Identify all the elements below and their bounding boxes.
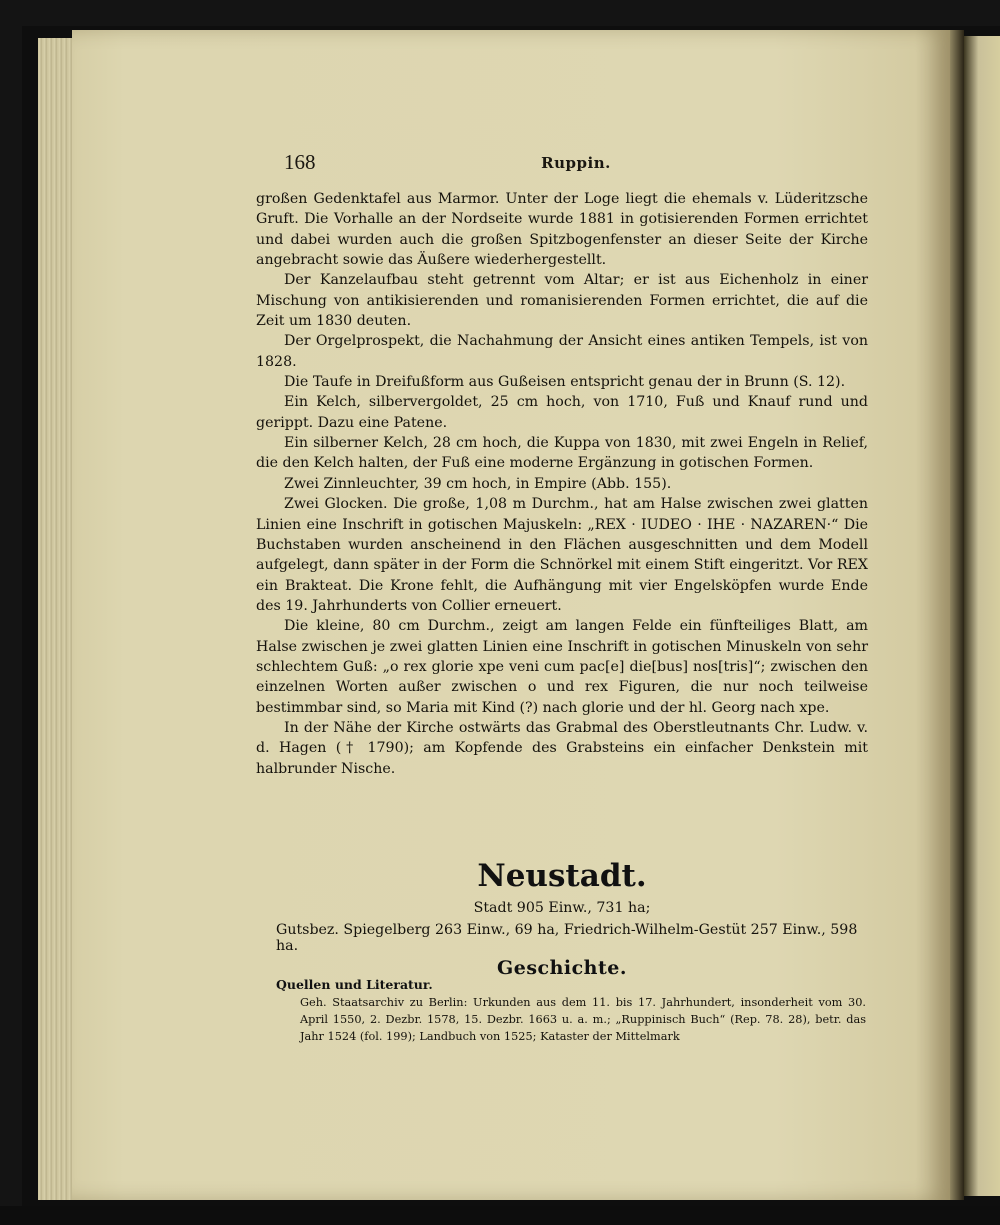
book-gutter	[950, 30, 964, 1200]
subsection-title: Geschichte.	[497, 957, 627, 979]
paragraph: Zwei Glocken. Die große, 1,08 m Durchm., hat am Halse zwischen zwei glatten Linien eine Inschrift in gotischen Majuskeln: „REX · IUDEO · IHE · NAZAREN·“ Die Buchstaben wurden anscheinend in den Flächen ausgeschnitten und dem Modell aufgelegt, dann später in der Form die Schnörkel mit einem Stift eingeritzt. Vor REX ein Brakteat. Die Krone fehlt, die Aufhängung mit vier Engelsköpfen wurde Ende des 19. Jahrhunderts von Collier erneuert.	[256, 496, 868, 614]
facing-page-edge	[964, 36, 1000, 1196]
paragraph: Der Orgelprospekt, die Nachahmung der Ansicht eines antiken Tempels, ist von 1828.	[256, 333, 868, 370]
paragraph: Zwei Zinnleuchter, 39 cm hoch, in Empire (Abb. 155).	[284, 475, 672, 492]
section-title: Neustadt.	[477, 858, 647, 894]
page-number: 168	[284, 150, 316, 174]
sources-text: Geh. Staatsarchiv zu Berlin: Urkunden aus dem 11. bis 17. Jahrhundert, insonderheit vom 30. April 1550, 2. Dezbr. 1578, 15. Dezbr. 1663 u. a. m.; „Ruppinisch Buch“ (Rep. 78. 28), betr. das Jahr 1524 (fol. 199); Landbuch von 1525; Kataster der Mittelmark	[300, 996, 866, 1044]
paragraph: In der Nähe der Kirche ostwärts das Grabmal des Oberstleutnants Chr. Ludw. v. d. Hagen († 1790); am Kopfende des Grabsteins ein einfacher Denkstein mit halbrunder Nische.	[256, 719, 868, 777]
paragraph: Der Kanzelaufbau steht getrennt vom Altar; er ist aus Eichenholz in einer Mischung von antikisierenden und romanisierenden Formen errichtet, die auf die Zeit um 1830 deuten.	[256, 272, 868, 330]
sources-heading: Quellen und Literatur.	[276, 977, 433, 992]
estate-statistics: Gutsbez. Spiegelberg 263 Einw., 69 ha, Friedrich-Wilhelm-Gestüt 257 Einw., 598 ha.	[276, 922, 858, 954]
running-title: Ruppin.	[541, 154, 611, 172]
town-statistics: Stadt 905 Einw., 731 ha;	[473, 900, 651, 916]
paragraph: Ein Kelch, silbervergoldet, 25 cm hoch, von 1710, Fuß und Knauf rund und gerippt. Dazu eine Patene.	[256, 394, 868, 431]
paragraph: Ein silberner Kelch, 28 cm hoch, die Kuppa von 1830, mit zwei Engeln in Relief, die den Kelch halten, der Fuß eine moderne Ergänzung in gotischen Formen.	[256, 435, 868, 472]
scan-border	[0, 1206, 1000, 1225]
paragraph: Die Taufe in Dreifußform aus Gußeisen entspricht genau der in Brunn (S. 12).	[284, 374, 846, 391]
paragraph: großen Gedenktafel aus Marmor. Unter der Loge liegt die ehemals v. Lüderitzsche Gruft. Die Vorhalle an der Nordseite wurde 1881 in gotisierenden Formen errichtet und dabei wurden auch die großen Spitzbogenfenster an dieser Seite der Kirche angebracht sowie das Äußere wiederhergestellt.	[256, 191, 868, 269]
body-text	[256, 189, 868, 779]
paragraph: Die kleine, 80 cm Durchm., zeigt am langen Felde ein fünfteiliges Blatt, am Halse zwischen je zwei glatten Linien eine Inschrift in gotischen Minuskeln von sehr schlechtem Guß: „o rex glorie xpe veni cum pac[e] die[bus] nos[tris]“; zwischen den einzelnen Worten außer zwischen o und rex Figuren, die nur noch teilweise bestimmbar sind, so Maria mit Kind (?) nach glorie und der hl. Georg nach xpe.	[256, 618, 868, 716]
page-header	[284, 150, 868, 180]
